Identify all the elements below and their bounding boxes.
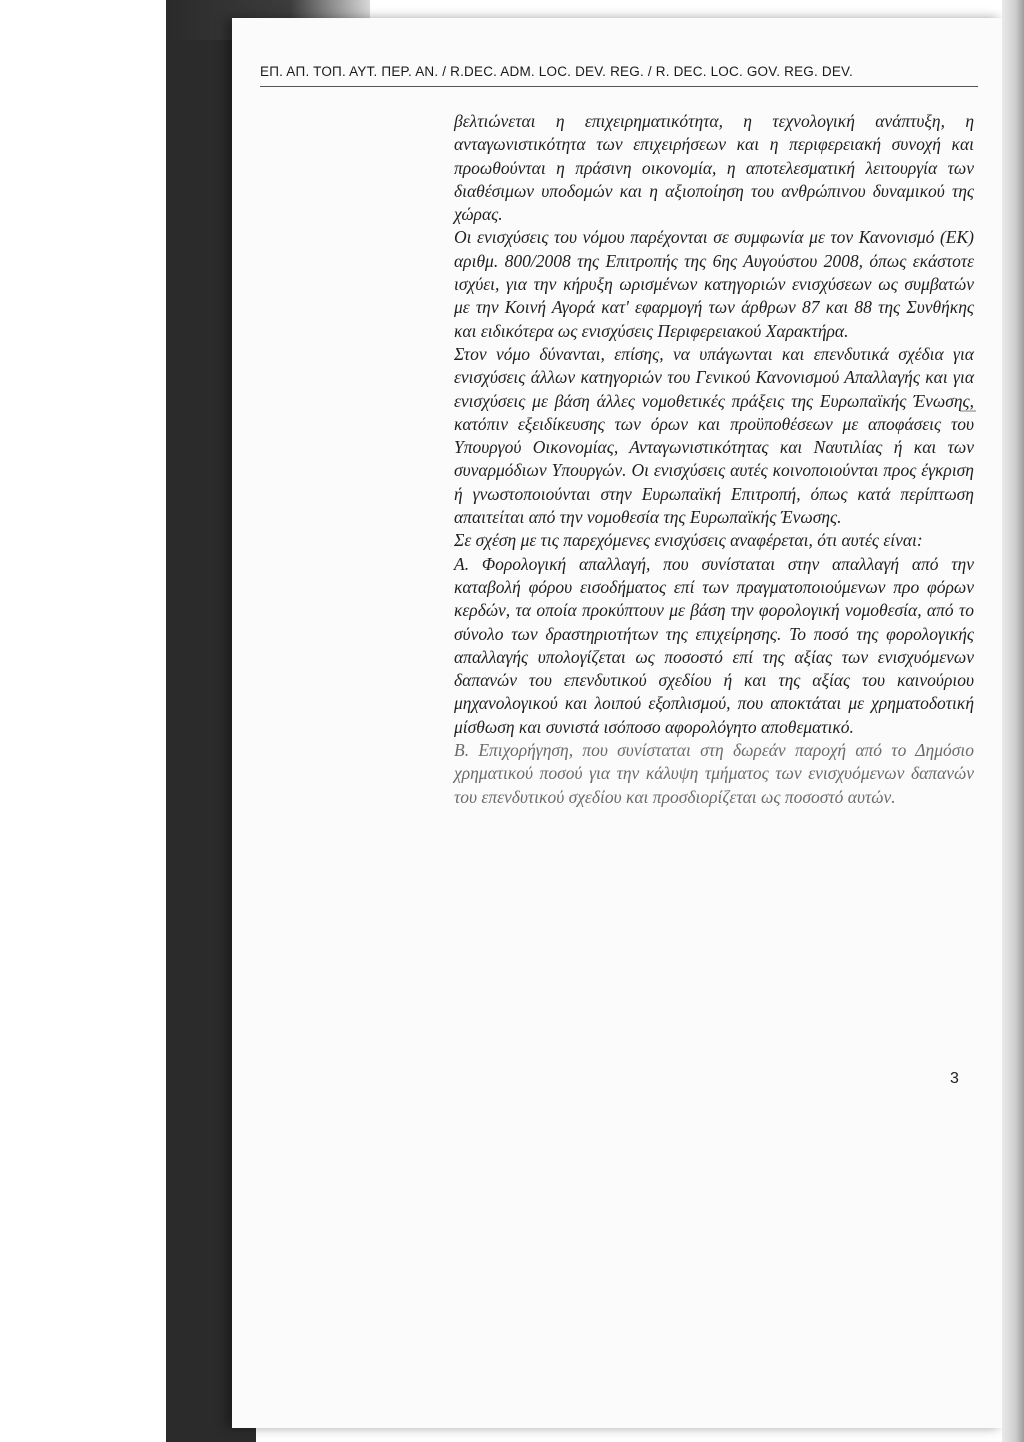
paragraph: Α. Φορολογική απαλλαγή, που συνίσταται στην απαλλαγή από την καταβολή φόρου εισοδήματος επί των πραγματοποιούμενων προ φόρων κερδών, τα οποία προκύπτουν με βάση την φορολογική νομοθεσία, από το σύνολο των δραστηριοτήτων της επιχείρησης. Το ποσό της φορολογικής απαλλαγής υπολογίζεται ως ποσοστό επί της αξίας των ενισχυόμενων δαπανών του επενδυτικού σχεδίου ή και της αξίας του καινούριου μηχανολογικού και λοιπού εξοπλισμού, που αποκτάται με χρηματοδοτική μίσθωση και συνιστά ισόποσο αφορολόγητο αποθεματικό. xyxy=(454,553,974,737)
scan-background-left xyxy=(0,0,166,1442)
page-number: 3 xyxy=(950,1070,959,1087)
paragraph: Β. Επιχορήγηση, που συνίσταται στη δωρεάν παροχή από το Δημόσιο χρηματικού ποσού για την κάλυψη τμήματος των ενισχυόμενων δαπανών του επενδυτικού σχεδίου και προσδιορίζεται ως ποσοστό αυτών. xyxy=(454,740,974,807)
header-rule xyxy=(260,86,978,87)
paragraph: Οι ενισχύσεις του νόμου παρέχονται σε συμφωνία με τον Κανονισμό (ΕΚ) αριθμ. 800/2008 της Επιτροπής της 6ης Αυγούστου 2008, όπως εκάστοτε ισχύει, για την κήρυξη ωρισμένων κατηγοριών ενισχύσεων ως συμβατών με την Κοινή Αγορά κατ' εφαρμογή των άρθρων 87 και 88 της Συνθήκης και ειδικότερα ως ενισχύσεις Περιφερειακού Χαρακτήρα. xyxy=(454,227,974,341)
body-text xyxy=(454,110,974,809)
paragraph: Στον νόμο δύνανται, επίσης, να υπάγωνται και επενδυτικά σχέδια για ενισχύσεις άλλων κατηγοριών του Γενικού Κανονισμού Απαλλαγής και για ενισχύσεις με βάση άλλες νομοθετικές πράξεις της Ευρωπαϊκής Ένωσης, κατόπιν εξειδίκευσης των όρων και προϋποθέσεων με αποφάσεις του Υπουργού Οικονομίας, Ανταγωνιστικότητας και Ναυτιλίας ή και των συναρμόδιων Υπουργών. Οι ενισχύσεις αυτές κοινοποιούνται προς έγκριση ή γνωστοποιούνται στην Ευρωπαϊκή Επιτροπή, όπως κατά περίπτωση απαιτείται από την νομοθεσία της Ευρωπαϊκής Ένωσης. xyxy=(454,343,974,528)
document-page xyxy=(232,18,1004,1428)
paragraph: Σε σχέση με τις παρεχόμενες ενισχύσεις αναφέρεται, ότι αυτές είναι: xyxy=(454,530,923,551)
running-head: ΕΠ. ΑΠ. ΤΟΠ. ΑΥΤ. ΠΕΡ. ΑΝ. / R.DEC. ADM. LOC. DEV. REG. / R. DEC. LOC. GOV. REG. DEV. xyxy=(260,64,853,79)
scan-page-edge xyxy=(1002,0,1024,1442)
paragraph: βελτιώνεται η επιχειρηματικότητα, η τεχνολογική ανάπτυξη, η ανταγωνιστικότητα των επιχειρήσεων και η περιφερειακή συνοχή και προωθούνται η πράσινη οικονομία, η αποτελεσματική λειτουργία των διαθέσιμων υποδομών και η αξιοποίηση του ανθρώπινου δυναμικού της χώρας. xyxy=(454,111,974,225)
